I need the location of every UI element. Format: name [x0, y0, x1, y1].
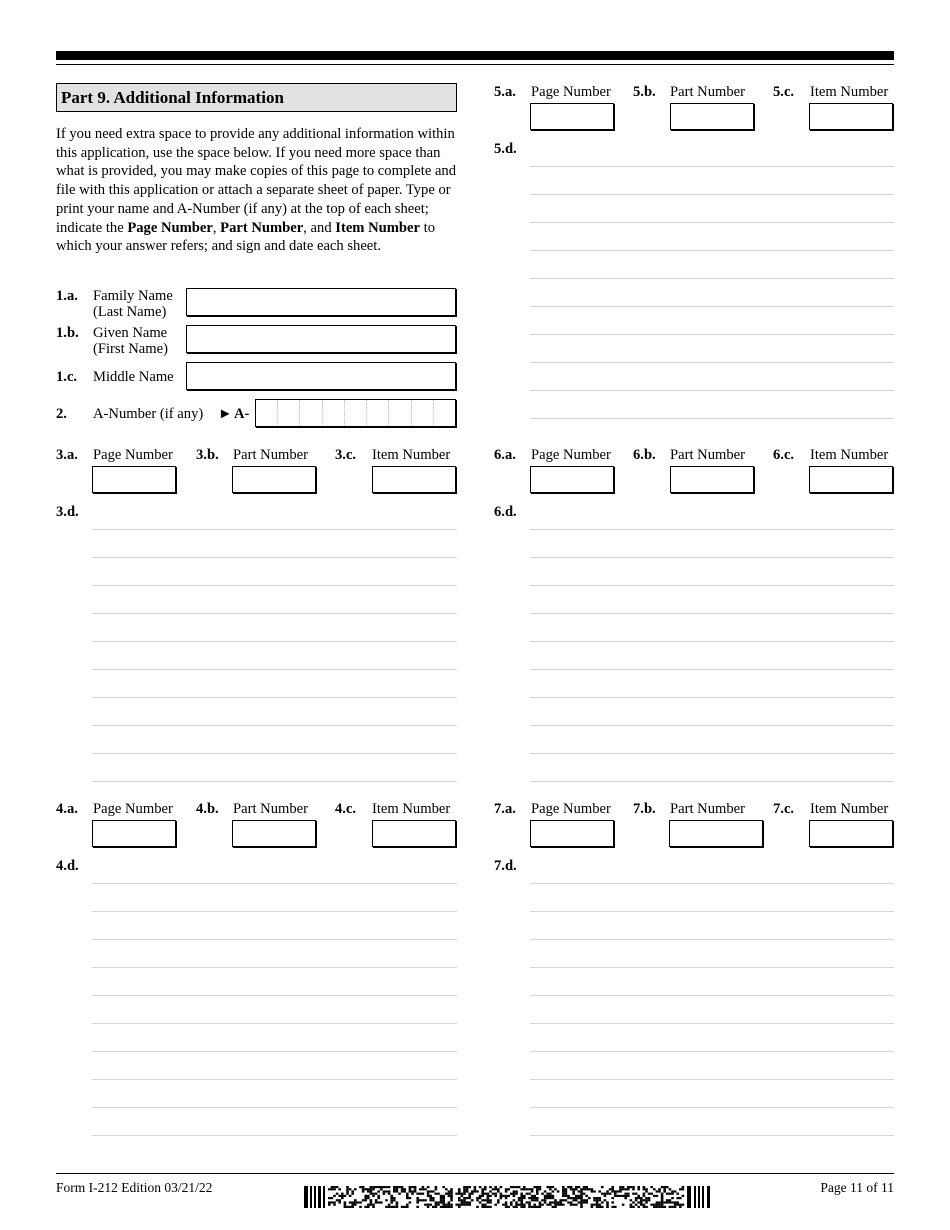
ruled-line: [92, 967, 457, 968]
answer-area-3d[interactable]: [92, 529, 457, 781]
part-number-input-3[interactable]: [232, 466, 316, 493]
item-number-7d: 7.d.: [494, 858, 517, 874]
a-number-prefix: A-: [234, 406, 250, 422]
a-number-label: A-Number (if any): [93, 406, 204, 422]
item-number-input-4[interactable]: [372, 820, 456, 847]
arrow-right-icon: ►: [218, 406, 233, 422]
part-number-label-5: Part Number: [670, 84, 745, 100]
a-number-digit-2[interactable]: [278, 400, 300, 426]
form-edition: Form I-212 Edition 03/21/22: [56, 1180, 213, 1195]
ruled-line: [92, 939, 457, 940]
page-number-label-4: Page Number: [93, 801, 173, 817]
item-number-3c: 3.c.: [335, 447, 357, 463]
item-number-6c: 6.c.: [773, 447, 795, 463]
part-number-input-4[interactable]: [232, 820, 316, 847]
answer-area-4d[interactable]: [92, 883, 457, 1135]
part-number-input-6[interactable]: [670, 466, 754, 493]
ruled-line: [530, 1107, 894, 1108]
item-number-5a: 5.a.: [494, 84, 516, 100]
ruled-line: [530, 418, 894, 419]
item-number-3a: 3.a.: [56, 447, 78, 463]
ruled-line: [530, 995, 894, 996]
part-number-label-7: Part Number: [670, 801, 745, 817]
ruled-line: [530, 557, 894, 558]
family-name-input[interactable]: [186, 288, 456, 316]
page-number-input-3[interactable]: [92, 466, 176, 493]
ruled-line: [530, 939, 894, 940]
item-number-4a: 4.a.: [56, 801, 78, 817]
instructions-text-2: ,: [212, 219, 221, 236]
answer-area-7d[interactable]: [530, 883, 894, 1135]
item-number-4d: 4.d.: [56, 858, 79, 874]
ruled-line: [530, 613, 894, 614]
item-number-label-4: Item Number: [372, 801, 451, 817]
a-number-digit-8[interactable]: [412, 400, 434, 426]
ruled-line: [92, 781, 457, 782]
ruled-line: [92, 557, 457, 558]
item-number-3b: 3.b.: [196, 447, 219, 463]
item-number-input-3[interactable]: [372, 466, 456, 493]
item-number-label-5: Item Number: [810, 84, 889, 100]
item-number-6b: 6.b.: [633, 447, 656, 463]
ruled-line: [530, 250, 894, 251]
item-number-1b: 1.b.: [56, 325, 79, 341]
ruled-line: [92, 669, 457, 670]
item-number-3d: 3.d.: [56, 504, 79, 520]
ruled-line: [92, 585, 457, 586]
ruled-line: [92, 883, 457, 884]
part-number-label-3: Part Number: [233, 447, 308, 463]
page-indicator: Page 11 of 11: [820, 1180, 894, 1195]
item-number-1a: 1.a.: [56, 288, 78, 304]
middle-name-input[interactable]: [186, 362, 456, 390]
given-name-label-line2: (First Name): [93, 341, 168, 357]
ruled-line: [530, 1079, 894, 1080]
ruled-line: [530, 669, 894, 670]
ruled-line: [92, 911, 457, 912]
page-number-input-5[interactable]: [530, 103, 614, 130]
ruled-line: [530, 194, 894, 195]
a-number-digit-4[interactable]: [323, 400, 345, 426]
barcode-image: [304, 1186, 711, 1208]
ruled-line: [530, 641, 894, 642]
family-name-label-line2: (Last Name): [93, 304, 167, 320]
ruled-line: [530, 166, 894, 167]
given-name-label: [93, 325, 168, 357]
page-number-label-6: Page Number: [531, 447, 611, 463]
ruled-line: [530, 529, 894, 530]
ruled-line: [92, 753, 457, 754]
item-number-7c: 7.c.: [773, 801, 795, 817]
ruled-line: [92, 1023, 457, 1024]
ruled-line: [92, 529, 457, 530]
part-number-label-4: Part Number: [233, 801, 308, 817]
item-number-input-6[interactable]: [809, 466, 893, 493]
a-number-digit-9[interactable]: [434, 400, 455, 426]
item-number-5b: 5.b.: [633, 84, 656, 100]
page-number-input-7[interactable]: [530, 820, 614, 847]
a-number-digit-5[interactable]: [345, 400, 367, 426]
ruled-line: [530, 390, 894, 391]
instructions-text-3: , and: [303, 219, 336, 236]
ruled-line: [530, 306, 894, 307]
item-number-6a: 6.a.: [494, 447, 516, 463]
page-number-label-7: Page Number: [531, 801, 611, 817]
family-name-label-line1: Family Name: [93, 288, 173, 304]
ruled-line: [92, 1079, 457, 1080]
item-number-6d: 6.d.: [494, 504, 517, 520]
ruled-line: [530, 911, 894, 912]
ruled-line: [530, 585, 894, 586]
a-number-input[interactable]: [255, 399, 456, 427]
ruled-line: [92, 1107, 457, 1108]
ruled-line: [92, 697, 457, 698]
item-number-label-6: Item Number: [810, 447, 889, 463]
ruled-line: [530, 222, 894, 223]
given-name-input[interactable]: [186, 325, 456, 353]
page-number-label-3: Page Number: [93, 447, 173, 463]
ruled-line: [530, 1135, 894, 1136]
footer-rule: [56, 1173, 894, 1174]
item-number-1c: 1.c.: [56, 369, 78, 385]
item-number-7b: 7.b.: [633, 801, 656, 817]
answer-area-5d[interactable]: [530, 166, 894, 418]
ruled-line: [530, 967, 894, 968]
page-number-label-5: Page Number: [531, 84, 611, 100]
ruled-line: [530, 278, 894, 279]
item-number-7a: 7.a.: [494, 801, 516, 817]
a-number-digit-1[interactable]: [256, 400, 278, 426]
ruled-line: [92, 995, 457, 996]
instructions: [56, 125, 458, 256]
ruled-line: [530, 334, 894, 335]
middle-name-label: Middle Name: [93, 369, 174, 385]
ruled-line: [92, 1135, 457, 1136]
item-number-4c: 4.c.: [335, 801, 357, 817]
a-number-digit-6[interactable]: [367, 400, 389, 426]
item-number-5c: 5.c.: [773, 84, 795, 100]
ruled-line: [92, 641, 457, 642]
top-rule-thin: [56, 64, 894, 65]
ruled-line: [92, 613, 457, 614]
ruled-line: [530, 725, 894, 726]
page-number-input-4[interactable]: [92, 820, 176, 847]
a-number-digit-3[interactable]: [300, 400, 322, 426]
ruled-line: [530, 362, 894, 363]
item-number-5d: 5.d.: [494, 141, 517, 157]
part-number-input-7[interactable]: [669, 820, 763, 847]
family-name-label: [93, 288, 173, 320]
instructions-text-1: If you need extra space to provide any additional information within this application, use the space below. If you need more space than what is provided, you may make copies of this page to complete and file with this application or attach a separate sheet of paper. Type or print your name and A-Number (if any) at the top of each sheet; indicate the: [56, 126, 457, 236]
ruled-line: [92, 1051, 457, 1052]
part-number-input-5[interactable]: [670, 103, 754, 130]
page-number-input-6[interactable]: [530, 466, 614, 493]
item-number-4b: 4.b.: [196, 801, 219, 817]
item-number-2: 2.: [56, 406, 67, 422]
top-rule-thick: [56, 51, 894, 60]
ruled-line: [92, 725, 457, 726]
item-number-label-3: Item Number: [372, 447, 451, 463]
instructions-bold-item-number: Item Number: [335, 219, 420, 236]
instructions-bold-page-number: Page Number: [127, 219, 213, 236]
item-number-label-7: Item Number: [810, 801, 889, 817]
item-number-input-7[interactable]: [809, 820, 893, 847]
part-number-label-6: Part Number: [670, 447, 745, 463]
answer-area-6d[interactable]: [530, 529, 894, 781]
part-heading: Part 9. Additional Information: [56, 83, 457, 112]
item-number-input-5[interactable]: [809, 103, 893, 130]
instructions-bold-part-number: Part Number: [220, 219, 304, 236]
ruled-line: [530, 781, 894, 782]
a-number-digit-7[interactable]: [389, 400, 411, 426]
ruled-line: [530, 1051, 894, 1052]
ruled-line: [530, 883, 894, 884]
ruled-line: [530, 753, 894, 754]
instructions-text-4: to which your answer refers; and sign and date each sheet.: [56, 219, 435, 255]
ruled-line: [530, 697, 894, 698]
ruled-line: [530, 1023, 894, 1024]
given-name-label-line1: Given Name: [93, 325, 168, 341]
